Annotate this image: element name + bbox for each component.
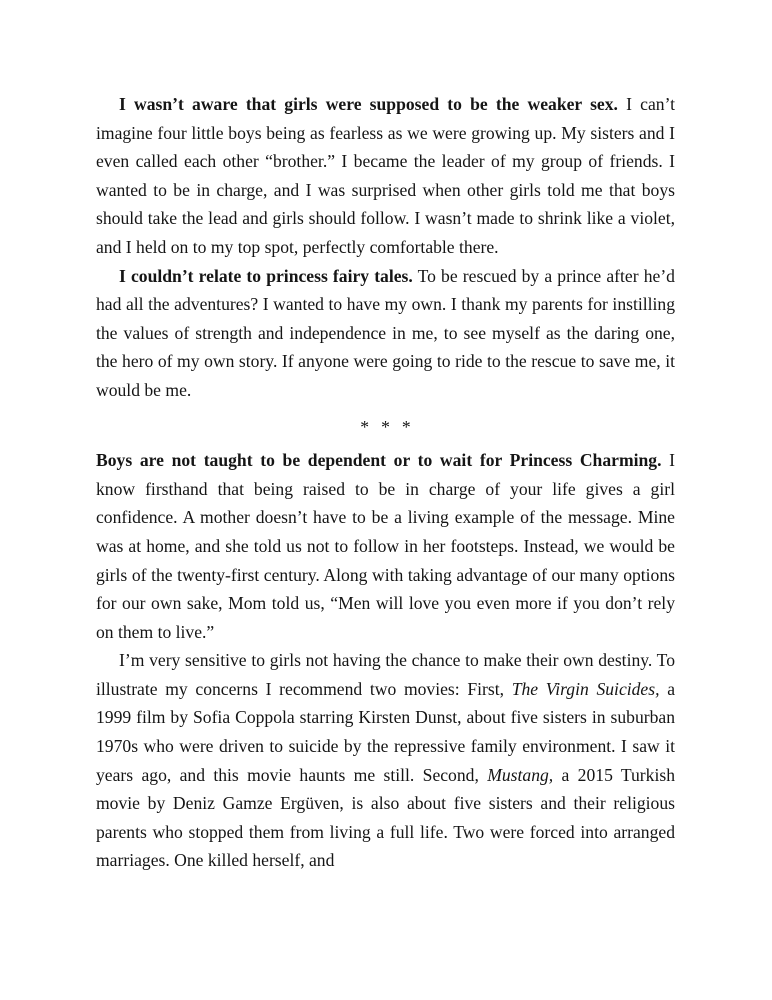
- paragraph-text: I know firsthand that being raised to be in charge of your life gives a girl confidence. A mother doesn’t have to be a living example of the message. Mine was at home, and she told us not to follow in her footsteps. Instead, we would be girls of the twenty-first century. Along with taking advantage of our many options for our own sake, Mom told us, “Men will love you even more if you don’t rely on them to live.”: [96, 450, 675, 642]
- paragraph-text: a 1999 film by Sofia Coppola starring Kirsten Dunst, about five sisters in suburban 1970s who were driven to suicide by the repressive family environment. I saw it years ago, and this movie haunts me still. Second,: [96, 678, 675, 785]
- paragraph-princess-charming: [96, 446, 675, 646]
- divider-asterisk: *: [401, 416, 411, 437]
- paragraph-lead: I wasn’t aware that girls were supposed to be the weaker sex.: [119, 94, 618, 114]
- paragraph-lead: I couldn’t relate to princess fairy tales.: [119, 265, 413, 286]
- paragraph-text: I’m very sensitive to girls not having the chance to make their own destiny. To illustrate my concerns I recommend two movies: First,: [96, 650, 675, 699]
- divider-asterisk: *: [360, 416, 370, 437]
- page-body: [96, 90, 675, 875]
- paragraph-fairy-tales: [96, 262, 675, 405]
- paragraph-lead: Boys are not taught to be dependent or to wait for Princess Charming.: [96, 450, 662, 471]
- section-divider: [96, 413, 675, 442]
- divider-asterisk: *: [381, 416, 390, 437]
- paragraph-text: a 2015 Turkish movie by Deniz Gamze Ergüven, is also about five sisters and their religious parents who stopped them from living a full life. Two were forced into arranged marriages. One killed herself, and: [96, 764, 675, 871]
- paragraph-weaker-sex: [96, 90, 675, 262]
- paragraph-movies: [96, 646, 675, 875]
- paragraph-text: To be rescued by a prince after he’d had all the adventures? I wanted to have my own. I thank my parents for instilling the values of strength and independence in me, to see myself as the daring one, the hero of my own story. If anyone were going to ride to the rescue to save me, it would be me.: [96, 265, 675, 400]
- movie-title: Mustang,: [487, 764, 554, 785]
- movie-title: The Virgin Suicides,: [511, 678, 660, 699]
- paragraph-text: I can’t imagine four little boys being as fearless as we were growing up. My sisters and I even called each other “brother.” I became the leader of my group of friends. I wanted to be in charge, and I was surprised when other girls told me that boys should take the lead and girls should follow. I wasn’t made to shrink like a violet, and I held on to my top spot, perfectly comfortable there.: [96, 94, 676, 257]
